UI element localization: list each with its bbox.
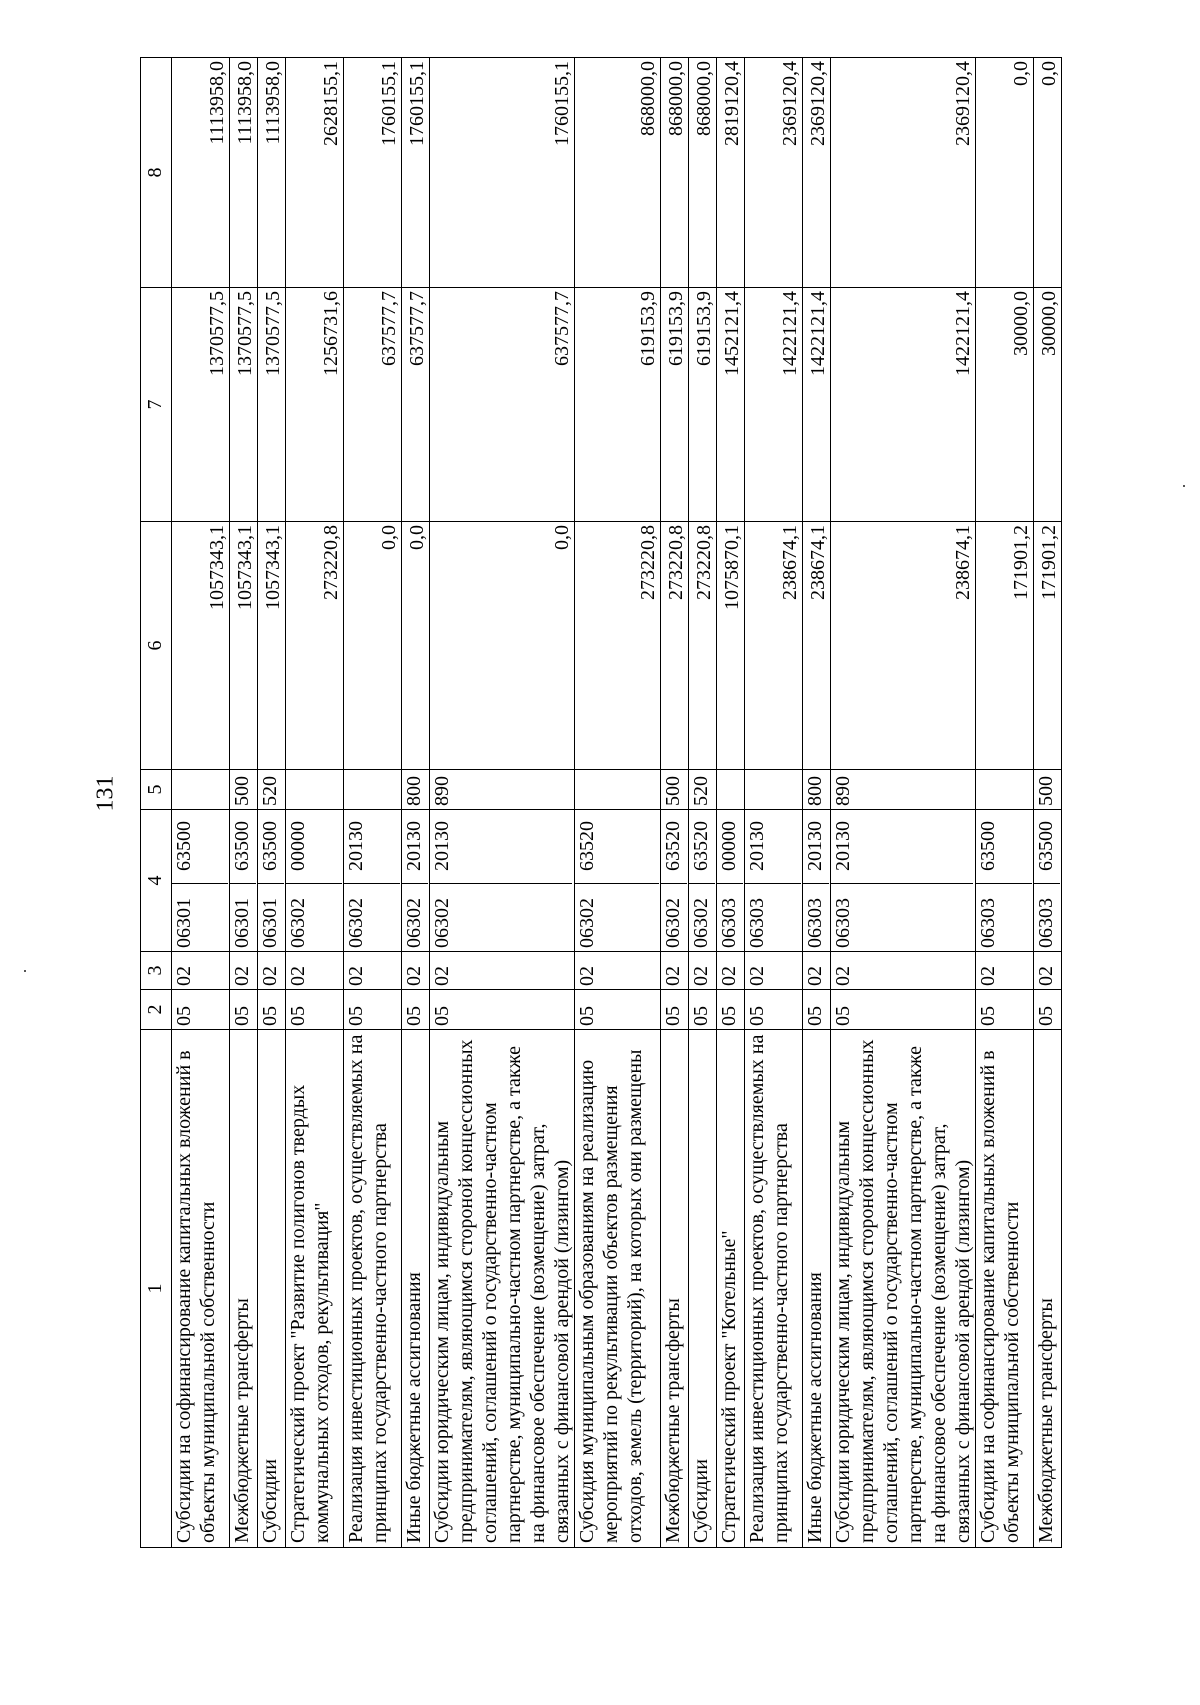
target-article-code: [831, 810, 976, 952]
amount-year-1: 1075870,1: [717, 522, 745, 770]
amount-year-1: 1057343,1: [258, 522, 286, 770]
section-code: 05: [1034, 990, 1062, 1030]
amount-year-3: 868000,0: [661, 58, 689, 288]
row-description: Субсидии на софинансирование капитальных вложений в объекты муниципальной собственности: [172, 1030, 230, 1548]
direction-code: 20130: [746, 821, 768, 871]
expense-type-code: 520: [258, 770, 286, 810]
header-cell: 5: [141, 770, 172, 810]
table-row: [689, 58, 717, 1548]
amount-year-2: 619153,9: [661, 288, 689, 522]
section-code: 05: [689, 990, 717, 1030]
amount-year-3: 2369120,4: [831, 58, 976, 288]
table-row: [402, 58, 430, 1548]
expense-type-code: [172, 770, 230, 810]
direction-code: 00000: [287, 821, 309, 871]
amount-year-2: 637577,7: [430, 288, 575, 522]
table-row: [258, 58, 286, 1548]
direction-code: 63500: [231, 821, 253, 871]
section-code: 05: [575, 990, 661, 1030]
row-description: Межбюджетные трансферты: [661, 1030, 689, 1548]
program-code: 06302: [661, 883, 687, 951]
section-code: 05: [286, 990, 344, 1030]
subsection-code: 02: [976, 952, 1034, 990]
section-code: 05: [831, 990, 976, 1030]
table-row: [286, 58, 344, 1548]
amount-year-1: 238674,1: [803, 522, 831, 770]
amount-year-3: 1113958,0: [172, 58, 230, 288]
direction-code: 63500: [1035, 821, 1057, 871]
amount-year-3: 1760155,1: [402, 58, 430, 288]
subsection-code: 02: [803, 952, 831, 990]
amount-year-1: 171901,2: [1034, 522, 1062, 770]
scan-speck: [1183, 485, 1185, 487]
direction-code: 63500: [173, 821, 195, 871]
target-article-code: [745, 810, 803, 952]
row-description: Иные бюджетные ассигнования: [402, 1030, 430, 1548]
subsection-code: 02: [230, 952, 258, 990]
program-code: 06301: [230, 883, 256, 951]
amount-year-1: 0,0: [430, 522, 575, 770]
scan-speck: [24, 970, 26, 972]
section-code: 05: [803, 990, 831, 1030]
expense-type-code: 520: [689, 770, 717, 810]
amount-year-3: 2819120,4: [717, 58, 745, 288]
program-code: 06303: [745, 883, 801, 951]
header-cell: 2: [141, 990, 172, 1030]
amount-year-3: 868000,0: [575, 58, 661, 288]
amount-year-2: 1422121,4: [803, 288, 831, 522]
target-article-code: [1034, 810, 1062, 952]
subsection-code: 02: [344, 952, 402, 990]
program-code: 06302: [430, 883, 572, 951]
budget-table: [140, 57, 1062, 1548]
subsection-code: 02: [831, 952, 976, 990]
target-article-code: [172, 810, 230, 952]
expense-type-code: [717, 770, 745, 810]
header-cell: 6: [141, 522, 172, 770]
row-description: Субсидии: [258, 1030, 286, 1548]
expense-type-code: 800: [402, 770, 430, 810]
row-description: Стратегический проект "Развитие полигонов твердых коммунальных отходов, рекультивация": [286, 1030, 344, 1548]
row-description: Реализация инвестиционных проектов, осуществляемых на принципах государственно-частного партнерства: [745, 1030, 803, 1548]
amount-year-2: 637577,7: [344, 288, 402, 522]
amount-year-1: 238674,1: [745, 522, 803, 770]
subsection-code: 02: [258, 952, 286, 990]
section-code: 05: [717, 990, 745, 1030]
expense-type-code: 500: [661, 770, 689, 810]
program-code: 06302: [689, 883, 715, 951]
table-row: [575, 58, 661, 1548]
target-article-code: [976, 810, 1034, 952]
subsection-code: 02: [745, 952, 803, 990]
target-article-code: [575, 810, 661, 952]
subsection-code: 02: [717, 952, 745, 990]
rotated-table-area: [140, 58, 1148, 1548]
amount-year-1: 0,0: [402, 522, 430, 770]
amount-year-2: 30000,0: [976, 288, 1034, 522]
program-code: 06303: [976, 883, 1032, 951]
section-code: 05: [344, 990, 402, 1030]
row-description: Реализация инвестиционных проектов, осуществляемых на принципах государственно-частного партнерства: [344, 1030, 402, 1548]
section-code: 05: [230, 990, 258, 1030]
amount-year-2: 1452121,4: [717, 288, 745, 522]
amount-year-2: 30000,0: [1034, 288, 1062, 522]
target-article-code: [661, 810, 689, 952]
expense-type-code: [286, 770, 344, 810]
header-row: [141, 58, 172, 1548]
amount-year-3: 1113958,0: [230, 58, 258, 288]
amount-year-2: 1422121,4: [831, 288, 976, 522]
subsection-code: 02: [689, 952, 717, 990]
row-description: Межбюджетные трансферты: [1034, 1030, 1062, 1548]
section-code: 05: [745, 990, 803, 1030]
amount-year-1: 273220,8: [286, 522, 344, 770]
direction-code: 63500: [259, 821, 281, 871]
section-code: 05: [661, 990, 689, 1030]
program-code: 06302: [575, 883, 659, 951]
amount-year-1: 0,0: [344, 522, 402, 770]
subsection-code: 02: [661, 952, 689, 990]
subsection-code: 02: [286, 952, 344, 990]
amount-year-2: 1422121,4: [745, 288, 803, 522]
amount-year-3: 2628155,1: [286, 58, 344, 288]
direction-code: 00000: [718, 821, 740, 871]
section-code: 05: [402, 990, 430, 1030]
header-cell: 7: [141, 288, 172, 522]
table-row: [344, 58, 402, 1548]
table-row: [172, 58, 230, 1548]
amount-year-1: 171901,2: [976, 522, 1034, 770]
table-row: [745, 58, 803, 1548]
expense-type-code: 890: [831, 770, 976, 810]
header-cell: 8: [141, 58, 172, 288]
amount-year-2: 619153,9: [689, 288, 717, 522]
subsection-code: 02: [575, 952, 661, 990]
program-code: 06302: [286, 883, 342, 951]
table-row: [803, 58, 831, 1548]
table-row: [831, 58, 976, 1548]
table-row: [430, 58, 575, 1548]
row-description: Межбюджетные трансферты: [230, 1030, 258, 1548]
subsection-code: 02: [1034, 952, 1062, 990]
direction-code: 20130: [431, 821, 453, 871]
program-code: 06303: [803, 883, 829, 951]
amount-year-3: 1760155,1: [344, 58, 402, 288]
expense-type-code: [976, 770, 1034, 810]
target-article-code: [717, 810, 745, 952]
amount-year-1: 1057343,1: [172, 522, 230, 770]
expense-type-code: [575, 770, 661, 810]
row-description: Субсидии юридическим лицам, индивидуальным предпринимателям, являющимся стороной концессионных соглашений, соглашений о государственно-частном партнерстве, муниципально-частном партнерстве, а также на финансовое обеспечение (возмещение) затрат, связанных с финансовой арендой (лизингом): [430, 1030, 575, 1548]
table-row: [661, 58, 689, 1548]
row-description: Субсидии юридическим лицам, индивидуальным предпринимателям, являющимся стороной концессионных соглашений, соглашений о государственно-частном партнерстве, муниципально-частном партнерстве, а также на финансовое обеспечение (возмещение) затрат, связанных с финансовой арендой (лизингом): [831, 1030, 976, 1548]
amount-year-2: 619153,9: [575, 288, 661, 522]
target-article-code: [803, 810, 831, 952]
amount-year-3: 0,0: [1034, 58, 1062, 288]
amount-year-1: 273220,8: [689, 522, 717, 770]
section-code: 05: [976, 990, 1034, 1030]
amount-year-3: 1113958,0: [258, 58, 286, 288]
page-number: 131: [92, 775, 119, 812]
program-code: 06301: [172, 883, 228, 951]
target-article-code: [230, 810, 258, 952]
target-article-code: [286, 810, 344, 952]
amount-year-2: 1370577,5: [230, 288, 258, 522]
direction-code: 20130: [345, 821, 367, 871]
table-row: [717, 58, 745, 1548]
amount-year-2: 1256731,6: [286, 288, 344, 522]
program-code: 06303: [1034, 883, 1060, 951]
section-code: 05: [258, 990, 286, 1030]
section-code: 05: [430, 990, 575, 1030]
expense-type-code: 500: [230, 770, 258, 810]
table-row: [1034, 58, 1062, 1548]
amount-year-3: 0,0: [976, 58, 1034, 288]
expense-type-code: [745, 770, 803, 810]
row-description: Субсидии на софинансирование капитальных вложений в объекты муниципальной собственности: [976, 1030, 1034, 1548]
row-description: Стратегический проект "Котельные": [717, 1030, 745, 1548]
amount-year-1: 273220,8: [661, 522, 689, 770]
direction-code: 20130: [804, 821, 826, 871]
direction-code: 63500: [977, 821, 999, 871]
amount-year-2: 637577,7: [402, 288, 430, 522]
target-article-code: [689, 810, 717, 952]
target-article-code: [402, 810, 430, 952]
program-code: 06302: [402, 883, 428, 951]
amount-year-1: 1057343,1: [230, 522, 258, 770]
amount-year-2: 1370577,5: [172, 288, 230, 522]
table-row: [230, 58, 258, 1548]
target-article-code: [258, 810, 286, 952]
amount-year-2: 1370577,5: [258, 288, 286, 522]
amount-year-3: 2369120,4: [745, 58, 803, 288]
row-description: Субсидии: [689, 1030, 717, 1548]
section-code: 05: [172, 990, 230, 1030]
expense-type-code: 800: [803, 770, 831, 810]
subsection-code: 02: [430, 952, 575, 990]
subsection-code: 02: [172, 952, 230, 990]
amount-year-1: 238674,1: [831, 522, 976, 770]
amount-year-1: 273220,8: [575, 522, 661, 770]
direction-code: 63520: [690, 821, 712, 871]
header-cell: 4: [141, 810, 172, 952]
expense-type-code: [344, 770, 402, 810]
header-cell: 1: [141, 1030, 172, 1548]
expense-type-code: 890: [430, 770, 575, 810]
program-code: 06303: [717, 883, 743, 951]
program-code: 06301: [258, 883, 284, 951]
direction-code: 63520: [662, 821, 684, 871]
target-article-code: [344, 810, 402, 952]
target-article-code: [430, 810, 575, 952]
header-cell: 3: [141, 952, 172, 990]
table-row: [976, 58, 1034, 1548]
program-code: 06303: [831, 883, 973, 951]
direction-code: 20130: [403, 821, 425, 871]
subsection-code: 02: [402, 952, 430, 990]
program-code: 06302: [344, 883, 400, 951]
row-description: Иные бюджетные ассигнования: [803, 1030, 831, 1548]
direction-code: 20130: [832, 821, 854, 871]
expense-type-code: 500: [1034, 770, 1062, 810]
amount-year-3: 868000,0: [689, 58, 717, 288]
amount-year-3: 2369120,4: [803, 58, 831, 288]
direction-code: 63520: [576, 821, 598, 871]
row-description: Субсидия муниципальным образованиям на реализацию мероприятий по рекультивации объектов размещения отходов, земель (территорий), на которых они размещены: [575, 1030, 661, 1548]
amount-year-3: 1760155,1: [430, 58, 575, 288]
